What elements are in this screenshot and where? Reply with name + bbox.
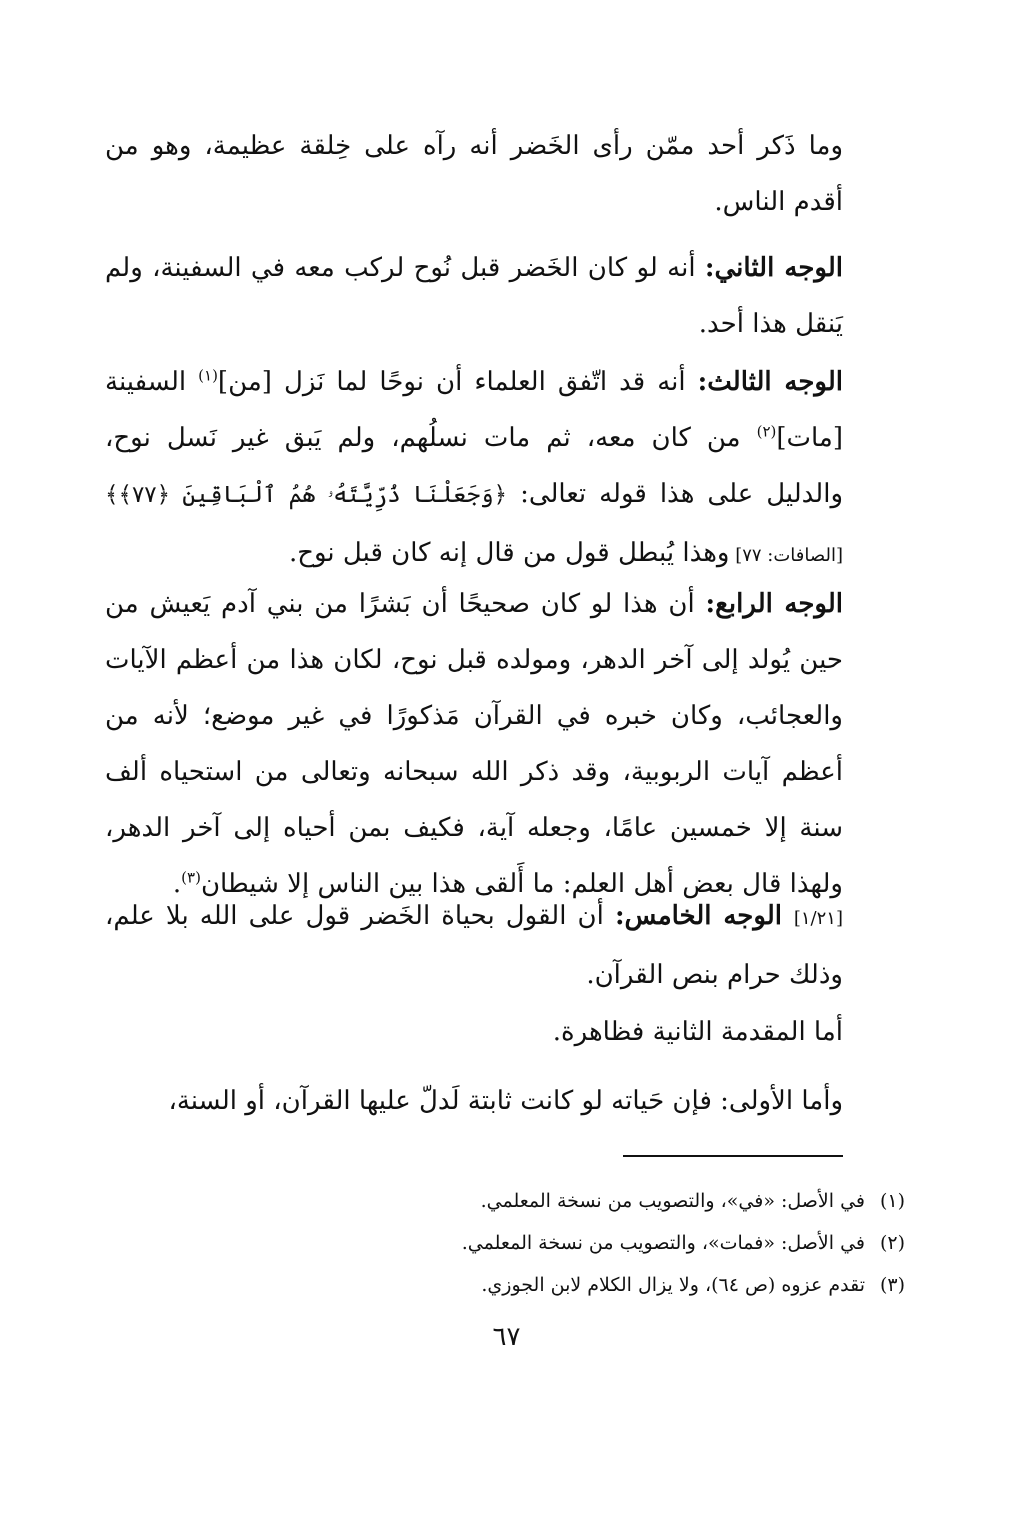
page-number: ٦٧ — [492, 1322, 521, 1352]
footnote-ref-2[interactable]: (٢) — [756, 422, 777, 441]
paragraph-second-premise — [105, 1004, 843, 1060]
paragraph-fourth-aspect — [105, 576, 843, 912]
footnote-number: (٢) — [879, 1232, 905, 1254]
verse-reference: [الصافات: ٧٧] — [729, 545, 843, 566]
paragraph-intro — [105, 118, 843, 230]
third-aspect-text-1: أنه قد اتّفق العلماء أن نوحًا لما نَزل [من] — [217, 367, 698, 397]
third-aspect-text-4: وهذا يُبطل قول من قال إنه كان قبل نوح. — [288, 538, 730, 568]
footnote-text: تقدم عزوه (ص ٦٤)، ولا يزال الكلام لابن الجوزي. — [481, 1274, 865, 1296]
fifth-aspect-text: أن القول بحياة الخَضر قول على الله بلا علم، وذلك حرام بنص القرآن. — [105, 901, 843, 990]
footnote-item — [300, 1180, 905, 1222]
volume-page-reference: [١/٢١] — [793, 908, 843, 929]
footnote-separator — [623, 1155, 843, 1157]
fifth-aspect-label: الوجه الخامس: — [614, 901, 794, 931]
footnote-ref-1[interactable]: (١) — [198, 366, 218, 385]
third-aspect-text-2: السفينة [مات] — [105, 367, 843, 453]
third-aspect-label: الوجه الثالث: — [697, 367, 843, 397]
third-aspect-text-3: من كان معه، ثم مات نسلُهم، ولم يَبق غير نَسل نوح، والدليل على هذا قوله تعالى: — [105, 423, 844, 509]
footnote-text: في الأصل: «في»، والتصويب من نسخة المعلمي. — [480, 1190, 865, 1212]
footnote-number: (١) — [879, 1190, 905, 1212]
paragraph-second-aspect — [105, 240, 843, 352]
paragraph-first-premise — [105, 1073, 843, 1129]
footnote-number: (٣) — [879, 1274, 905, 1296]
second-aspect-label: الوجه الثاني: — [704, 253, 844, 283]
footnote-ref-3[interactable]: (٣) — [181, 868, 201, 887]
first-premise-text: وأما الأولى: فإن حَياته لو كانت ثابتة لَدلّ عليها القرآن، أو السنة، — [168, 1086, 843, 1116]
footnote-item — [300, 1264, 905, 1306]
paragraph-fifth-aspect — [105, 888, 843, 1003]
footnotes-list — [300, 1180, 905, 1306]
footnote-item — [300, 1222, 905, 1264]
footnote-text: في الأصل: «فمات»، والتصويب من نسخة المعلمي. — [461, 1232, 865, 1254]
second-aspect-text: أنه لو كان الخَضر قبل نُوح لركب معه في السفينة، ولم يَنقل هذا أحد. — [105, 253, 843, 339]
quran-verse: ﴿وَجَعَلْنَا ذُرِّيَّتَهُۥ هُمُ ٱلْبَاقِينَ ﴿٧٧﴾﴾ — [105, 482, 508, 508]
paragraph-intro-text: وما ذَكر أحد ممّن رأى الخَضر أنه رآه على خِلقة عظيمة، وهو من أقدم الناس. — [105, 131, 843, 217]
fourth-aspect-end: . — [172, 869, 182, 899]
fourth-aspect-label: الوجه الرابع: — [705, 589, 843, 619]
fourth-aspect-text: أن هذا لو كان صحيحًا أن بَشرًا من بني آدم يَعيش من حين يُولد إلى آخر الدهر، ومولده قبل نوح، لكان هذا من أعظم الآيات والعجائب، وكان خبره في القرآن مَذكورًا في غير موضع؛ لأنه من أعظم آيات الربوبية، وقد ذكر الله سبحانه وتعالى من استحياه ألف سنة إلا خمسين عامًا، وجعله آية، فكيف بمن أحياه إلى آخر الدهر، ولهذا قال بعض أهل العلم: ما أَلقى هذا بين الناس إلا شيطان — [105, 589, 843, 899]
paragraph-third-aspect — [105, 354, 843, 584]
second-premise-text: أما المقدمة الثانية فظاهرة. — [552, 1017, 843, 1047]
